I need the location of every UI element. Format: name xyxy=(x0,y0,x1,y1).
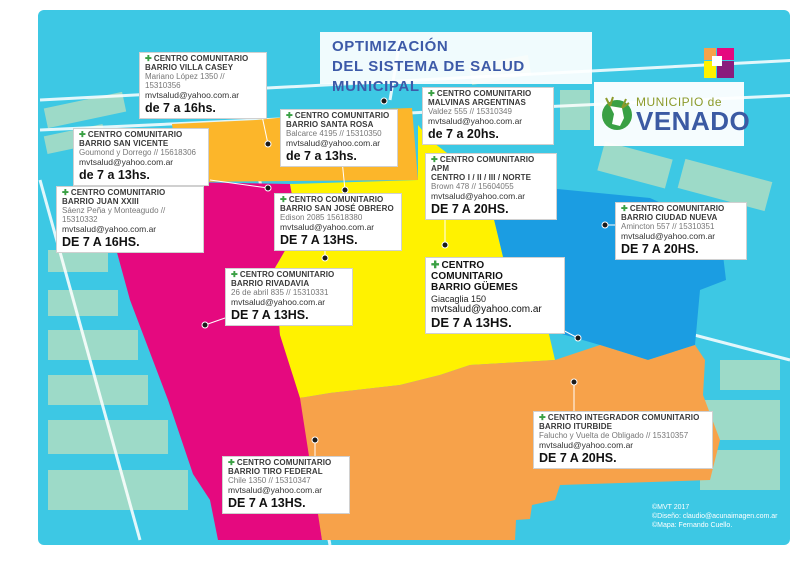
center-name: CENTRO COMUNITARIO xyxy=(153,54,249,63)
center-hours: DE 7 A 13HS. xyxy=(431,314,512,330)
center-email: mvtsalud@yahoo.com.ar xyxy=(79,156,174,167)
center-hours: DE 7 A 20HS. xyxy=(621,242,699,257)
center-email: mvtsalud@yahoo.com.ar xyxy=(62,223,157,234)
center-email: mvtsalud@yahoo.com.ar xyxy=(280,221,375,232)
center-card-juan-xxiii: ✚ CENTRO COMUNITARIO BARRIO JUAN XXIII Sáenz Peña y Monteagudo // 15310332 mvtsalud@yahoo.com.ar DE 7 A 16HS. xyxy=(56,186,204,253)
center-card-iturbide: ✚ CENTRO INTEGRADOR COMUNITARIO BARRIO ITURBIDE Falucho y Vuelta de Obligado // 15310357 mvtsalud@yahoo.com.ar DE 7 A 20HS. xyxy=(533,411,713,469)
center-barrio: MALVINAS ARGENTINAS xyxy=(428,97,526,107)
center-email: mvtsalud@yahoo.com.ar xyxy=(428,115,523,126)
center-address: Balcarce 4195 // 15310350 xyxy=(286,128,382,138)
credit-line-2: ©Diseño: claudio@acunaimagen.com.ar xyxy=(652,513,778,520)
center-barrio: BARRIO ITURBIDE xyxy=(539,421,613,431)
center-email: mvtsalud@yahoo.com.ar xyxy=(231,296,326,307)
center-name: CENTRO INTEGRADOR COMUNITARIO xyxy=(547,413,700,422)
center-barrio: BARRIO SAN JOSÉ OBRERO xyxy=(280,203,394,213)
center-address: 26 de abril 835 // 15310331 xyxy=(231,287,329,297)
center-barrio: BARRIO CIUDAD NUEVA xyxy=(621,212,718,222)
credit-line-3: ©Mapa: Fernando Cuello. xyxy=(652,522,733,529)
center-email: mvtsalud@yahoo.com.ar xyxy=(431,303,542,315)
brand-venado: VENADO xyxy=(636,106,751,136)
center-hours: DE 7 A 20HS. xyxy=(539,451,617,466)
center-address: Amincton 557 // 15310351 xyxy=(621,221,715,231)
center-hours: de 7 a 16hs. xyxy=(145,101,216,116)
center-address: Edison 2085 15618380 xyxy=(280,212,363,222)
center-barrio: BARRIO RIVADAVIA xyxy=(231,278,310,288)
brand-municipio: MUNICIPIO de xyxy=(636,95,723,109)
center-barrio: BARRIO SAN VICENTE xyxy=(79,138,169,148)
center-barrio: BARRIO GÜEMES xyxy=(431,282,518,294)
credit-line-1: ©MVT 2017 xyxy=(652,504,690,511)
center-barrio: BARRIO VILLA CASEY xyxy=(145,62,234,72)
center-barrio: BARRIO SANTA ROSA xyxy=(286,119,374,129)
title-line-2: DEL SISTEMA DE SALUD MUNICIPAL xyxy=(332,58,525,95)
center-name: CENTRO COMUNITARIO xyxy=(629,204,725,213)
center-card-villa-casey: ✚ CENTRO COMUNITARIO BARRIO VILLA CASEY Mariano López 1350 // 15310356 mvtsalud@yahoo.com.ar de 7 a 16hs. xyxy=(139,52,267,119)
center-barrio: BARRIO JUAN XXIII xyxy=(62,196,139,206)
center-name: CENTRO COMUNITARIO xyxy=(288,195,384,204)
center-email: mvtsalud@yahoo.com.ar xyxy=(621,230,716,241)
center-email: mvtsalud@yahoo.com.ar xyxy=(539,439,634,450)
center-hours: DE 7 A 13HS. xyxy=(280,233,358,248)
map-credits xyxy=(652,503,797,530)
center-name: CENTRO COMUNITARIO xyxy=(436,89,532,98)
center-address: Mariano López 1350 // 15310356 xyxy=(145,71,225,90)
center-barrio: BARRIO TIRO FEDERAL xyxy=(228,466,323,476)
center-card-rivadavia: ✚ CENTRO COMUNITARIO BARRIO RIVADAVIA 26 de abril 835 // 15310331 mvtsalud@yahoo.com.ar DE 7 A 13HS. xyxy=(225,268,353,326)
title-line-1: OPTIMIZACIÓN xyxy=(332,38,449,55)
center-hours: de 7 a 13hs. xyxy=(286,149,357,164)
center-email: mvtsalud@yahoo.com.ar xyxy=(145,89,240,100)
center-hours: de 7 a 20hs. xyxy=(428,127,499,142)
center-address: Giacaglia 150 xyxy=(431,293,487,304)
center-address: Brown 478 // 15604055 xyxy=(431,181,514,191)
center-email: mvtsalud@yahoo.com.ar xyxy=(286,137,381,148)
colored-squares-logo-icon xyxy=(704,48,734,78)
center-card-tiro-federal: ✚ CENTRO COMUNITARIO BARRIO TIRO FEDERAL Chile 1350 // 15310347 mvtsalud@yahoo.com.ar DE 7 A 13HS. xyxy=(222,456,350,514)
center-email: mvtsalud@yahoo.com.ar xyxy=(431,190,526,201)
center-address: Falucho y Vuelta de Obligado // 15310357 xyxy=(539,430,689,440)
center-hours: DE 7 A 13HS. xyxy=(228,496,306,511)
center-name: CENTRO COMUNITARIO xyxy=(431,260,504,283)
center-card-guemes: ✚ CENTRO COMUNITARIO BARRIO GÜEMES Giacaglia 150 mvtsalud@yahoo.com.ar DE 7 A 13HS. xyxy=(425,257,565,334)
center-name: CENTRO COMUNITARIO xyxy=(294,111,390,120)
center-name: CENTRO COMUNITARIO xyxy=(87,130,183,139)
center-card-malvinas: ✚ CENTRO COMUNITARIO MALVINAS ARGENTINAS Valdez 555 // 15310349 mvtsalud@yahoo.com.ar de 7 a 20hs. xyxy=(422,87,554,145)
center-hours: de 7 a 13hs. xyxy=(79,168,150,183)
deer-head-icon xyxy=(600,94,634,132)
center-email: mvtsalud@yahoo.com.ar xyxy=(228,484,323,495)
center-card-san-vicente: ✚ CENTRO COMUNITARIO BARRIO SAN VICENTE Goumond y Dorrego // 15618306 mvtsalud@yahoo.com.ar de 7 a 13hs. xyxy=(73,128,209,186)
municipio-brand xyxy=(594,82,751,146)
center-address: Sáenz Peña y Monteagudo // 15310332 xyxy=(62,205,166,224)
center-card-apm: ✚ CENTRO COMUNITARIO APM CENTRO I / II / III / NORTE Brown 478 // 15604055 mvtsalud@yahoo.com.ar DE 7 A 20HS. xyxy=(425,153,557,220)
center-name: CENTRO COMUNITARIO xyxy=(70,188,166,197)
center-address: Chile 1350 // 15310347 xyxy=(228,475,311,485)
center-hours: DE 7 A 13HS. xyxy=(231,308,309,323)
center-name: CENTRO COMUNITARIO APM xyxy=(431,155,535,173)
center-name: CENTRO COMUNITARIO xyxy=(236,458,332,467)
center-card-santa-rosa: ✚ CENTRO COMUNITARIO BARRIO SANTA ROSA Balcarce 4195 // 15310350 mvtsalud@yahoo.com.ar de 7 a 13hs. xyxy=(280,109,398,167)
center-card-ciudad-nueva: ✚ CENTRO COMUNITARIO BARRIO CIUDAD NUEVA Amincton 557 // 15310351 mvtsalud@yahoo.com.ar DE 7 A 20HS. xyxy=(615,202,747,260)
center-address: Valdez 555 // 15310349 xyxy=(428,106,512,116)
center-card-san-jose-obrero: ✚ CENTRO COMUNITARIO BARRIO SAN JOSÉ OBRERO Edison 2085 15618380 mvtsalud@yahoo.com.ar DE 7 A 13HS. xyxy=(274,193,402,251)
center-hours: DE 7 A 16HS. xyxy=(62,235,140,250)
center-barrio: CENTRO I / II / III / NORTE xyxy=(431,172,532,182)
center-hours: DE 7 A 20HS. xyxy=(431,202,509,217)
center-name: CENTRO COMUNITARIO xyxy=(239,270,335,279)
center-address: Goumond y Dorrego // 15618306 xyxy=(79,147,196,157)
